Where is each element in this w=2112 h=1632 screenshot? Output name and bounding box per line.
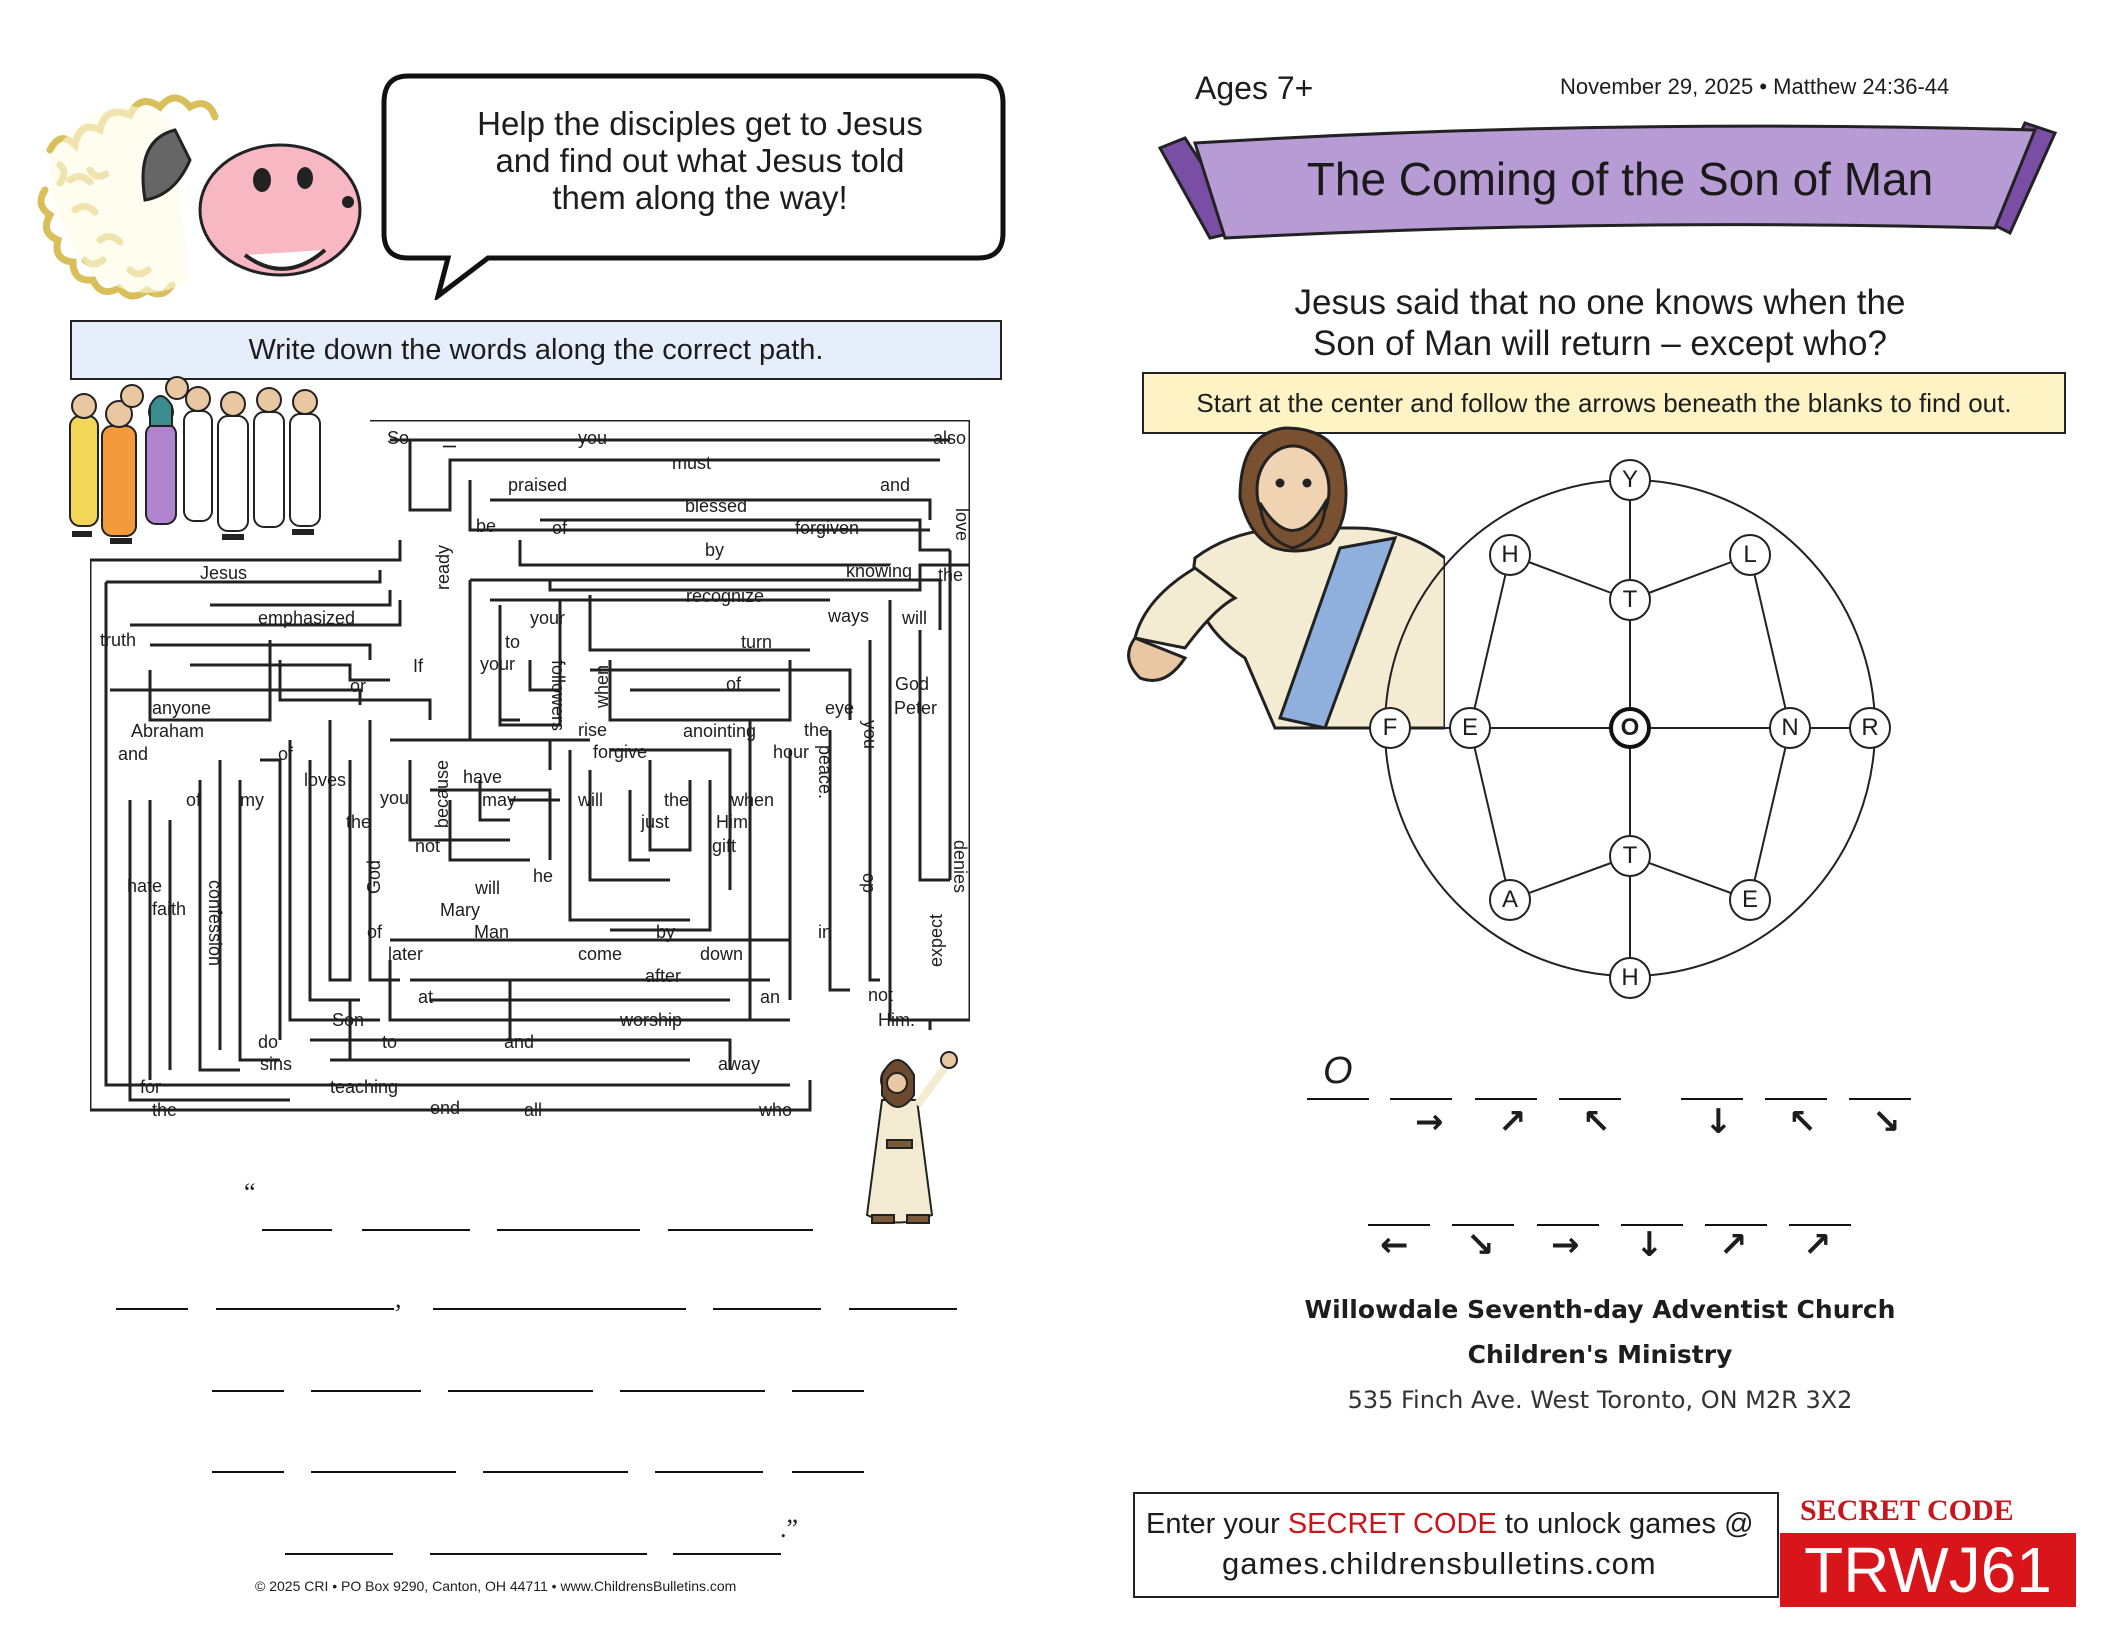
maze-word: ways: [828, 606, 870, 626]
answer-blank[interactable]: [673, 1553, 781, 1555]
answer-blank[interactable]: [212, 1471, 284, 1473]
maze-word: Him: [716, 812, 748, 832]
arrow-up-left-icon: ↖: [1582, 1102, 1611, 1142]
maze-word: just: [641, 812, 670, 832]
maze-word: who: [759, 1100, 793, 1120]
arrow-left-icon: ←: [1380, 1225, 1409, 1265]
maze-word: of: [278, 744, 294, 764]
maze-word: God: [364, 860, 384, 895]
maze-word: have: [463, 767, 503, 787]
secret-code-value: TRWJ61: [1780, 1533, 2076, 1607]
maze-word: and: [880, 475, 911, 495]
maze-word: Peter: [894, 698, 938, 718]
maze-word: confession: [205, 880, 225, 967]
sheep-illustration: [30, 60, 375, 315]
wheel-node-left: F: [1369, 707, 1411, 749]
bubble-line: Help the disciples get to Jesus: [477, 105, 923, 142]
maze-word: the: [346, 812, 372, 832]
church-address: 535 Finch Ave. West Toronto, ON M2R 3X2: [1347, 1386, 1853, 1414]
answer-blank[interactable]: [285, 1553, 393, 1555]
maze-word: must: [672, 453, 712, 473]
wheel-instruction: Start at the center and follow the arrows beneath the blanks to find out.: [1142, 372, 2066, 434]
answer-blank[interactable]: [448, 1390, 593, 1392]
code-blank[interactable]: [1390, 1098, 1452, 1100]
maze-word: my: [240, 790, 264, 810]
arrow-up-right-icon: ↗: [1719, 1225, 1748, 1265]
answer-first-letter: O: [1323, 1050, 1353, 1092]
maze-word: of: [726, 674, 742, 694]
secret-code-prompt: [1146, 1508, 1754, 1541]
wheel-node-upper-right: L: [1729, 534, 1771, 576]
arrow-right-icon: →: [1415, 1102, 1444, 1142]
bubble-text: [440, 105, 960, 216]
open-quote: “: [244, 1178, 256, 1207]
answer-blank[interactable]: [362, 1229, 470, 1231]
secret-code-label: SECRET CODE: [1800, 1494, 2014, 1527]
maze-word: at: [418, 987, 434, 1007]
wheel-node-inner-top: T: [1609, 579, 1651, 621]
maze-word: expect: [926, 914, 946, 968]
question-line: Jesus said that no one knows when the: [1294, 283, 1906, 322]
maze-word: hour: [773, 742, 810, 762]
maze-word: Son: [332, 1010, 365, 1030]
maze-word: So: [387, 428, 410, 448]
maze-word: the: [938, 565, 964, 585]
code-blank[interactable]: [1559, 1098, 1621, 1100]
answer-blank[interactable]: [713, 1308, 821, 1310]
answer-blank[interactable]: [311, 1471, 456, 1473]
wheel-node-right: R: [1849, 707, 1891, 749]
comma: ,: [395, 1284, 402, 1313]
maze-word: faith: [152, 899, 187, 919]
maze-word: turn: [741, 632, 773, 652]
ministry-name: Children's Ministry: [1467, 1340, 1733, 1369]
maze-word: your: [480, 654, 516, 674]
maze-word: you: [860, 720, 880, 750]
answer-blank[interactable]: [433, 1308, 686, 1310]
maze-word: praised: [508, 475, 568, 495]
wheel-node-bottom: H: [1609, 957, 1651, 999]
maze-word: an: [760, 987, 781, 1007]
maze-word: or: [350, 676, 367, 696]
maze-word: blessed: [685, 496, 748, 516]
maze-word: Man: [474, 922, 510, 942]
prompt-suffix: to unlock games @: [1496, 1508, 1754, 1540]
copyright-footer: © 2025 CRI • PO Box 9290, Canton, OH 44711 • www.ChildrensBulletins.com: [255, 1578, 737, 1594]
maze-word: when: [592, 665, 612, 709]
maze-word: for: [140, 1077, 162, 1097]
maze-word: also: [933, 428, 967, 448]
prompt-prefix: Enter your: [1146, 1508, 1288, 1540]
maze-word: do: [857, 873, 877, 894]
maze-instruction: Write down the words along the correct path.: [70, 320, 1002, 380]
arrow-down-right-icon: ↘: [1872, 1102, 1901, 1142]
answer-blank[interactable]: [216, 1308, 394, 1310]
maze-word: ready: [433, 545, 453, 591]
answer-blank[interactable]: [430, 1553, 647, 1555]
maze-word: to: [505, 632, 521, 652]
code-blank[interactable]: [1849, 1098, 1911, 1100]
maze-word: in: [818, 922, 833, 942]
maze-word: because: [432, 760, 452, 829]
answer-blank[interactable]: [792, 1471, 864, 1473]
code-blank[interactable]: [1307, 1098, 1369, 1100]
maze-word: not: [868, 985, 894, 1005]
code-blank[interactable]: [1765, 1098, 1827, 1100]
banner-title: The Coming of the Son of Man: [1306, 153, 1934, 205]
games-url-link[interactable]: games.childrensbulletins.com: [1222, 1546, 1657, 1581]
wheel-node-upper-left: H: [1489, 534, 1531, 576]
arrow-down-icon: ↓: [1704, 1102, 1733, 1142]
arrow-up-right-icon: ↗: [1498, 1102, 1527, 1142]
maze-word: sins: [260, 1054, 293, 1074]
maze-word: all: [524, 1100, 543, 1120]
maze-word: will: [475, 878, 500, 898]
answer-blank[interactable]: [116, 1308, 188, 1310]
maze-word: loves: [304, 770, 347, 790]
bubble-line: them along the way!: [552, 179, 848, 216]
maze-word: the: [804, 720, 830, 740]
maze-word: the: [152, 1100, 178, 1120]
close-quote: .”: [780, 1514, 799, 1543]
maze-word: Him.: [878, 1010, 915, 1030]
answer-blank[interactable]: [655, 1471, 763, 1473]
answer-blank[interactable]: [311, 1390, 421, 1392]
code-blank[interactable]: [1475, 1098, 1537, 1100]
maze-word: If: [413, 656, 424, 676]
maze-word: forgiven: [795, 518, 860, 538]
answer-blank[interactable]: [483, 1471, 628, 1473]
answer-blank[interactable]: [497, 1229, 640, 1231]
answer-blank[interactable]: [262, 1229, 332, 1231]
maze-word: teaching: [330, 1077, 399, 1097]
maze-word: I: [440, 444, 460, 450]
maze-word: gift: [712, 836, 737, 856]
wheel-node-center: O: [1609, 707, 1651, 749]
maze-word: after: [645, 966, 682, 986]
wheel-node-lower-left: A: [1489, 879, 1531, 921]
maze-word: by: [705, 540, 725, 560]
maze-word: you: [578, 428, 608, 448]
maze-word: of: [552, 518, 568, 538]
age-label: Ages 7+: [1195, 70, 1314, 106]
maze-word: do: [258, 1032, 279, 1052]
prompt-highlight: SECRET CODE: [1287, 1508, 1497, 1540]
date-scripture-reference: November 29, 2025 • Matthew 24:36-44: [1560, 74, 1950, 99]
jesus-small-illustration: [852, 1045, 962, 1245]
maze-word: denies: [950, 840, 970, 894]
maze-word: love: [952, 508, 972, 542]
maze-word: anyone: [152, 698, 212, 718]
answer-blank[interactable]: [792, 1390, 864, 1392]
maze-word: rise: [578, 720, 608, 740]
maze-word: you: [380, 788, 410, 808]
maze-word: and: [118, 744, 149, 764]
maze-word: he: [533, 866, 554, 886]
maze-word: will: [578, 790, 603, 810]
maze-word: to: [382, 1032, 398, 1052]
answer-blank[interactable]: [668, 1229, 813, 1231]
maze-word: end: [430, 1098, 461, 1118]
maze-word: of: [186, 790, 202, 810]
maze-word: your: [530, 608, 566, 628]
wheel-node-inner-left: E: [1449, 707, 1491, 749]
maze-word: be: [476, 516, 497, 536]
maze-word: the: [664, 790, 690, 810]
maze-word: by: [656, 922, 676, 942]
answer-blank[interactable]: [212, 1390, 284, 1392]
wheel-node-top: Y: [1609, 459, 1651, 501]
maze-word: later: [388, 944, 424, 964]
maze-word: down: [700, 944, 744, 964]
maze-word: away: [718, 1054, 761, 1074]
maze-word: God: [895, 674, 930, 694]
maze-word: emphasized: [258, 608, 356, 628]
arrow-down-right-icon: ↘: [1466, 1225, 1495, 1265]
maze-word: forgive: [593, 742, 648, 762]
arrow-right-icon: →: [1551, 1225, 1580, 1265]
wheel-node-inner-right: N: [1769, 707, 1811, 749]
code-blank[interactable]: [1681, 1098, 1743, 1100]
arrow-down-icon: ↓: [1635, 1225, 1664, 1265]
maze-word: will: [902, 608, 927, 628]
maze-word: hate: [127, 876, 163, 896]
maze-word: when: [731, 790, 775, 810]
church-name: Willowdale Seventh-day Adventist Church: [1304, 1295, 1896, 1324]
maze-word: not: [415, 836, 441, 856]
arrow-up-left-icon: ↖: [1788, 1102, 1817, 1142]
maze-word: truth: [100, 630, 137, 650]
maze-word: Jesus: [200, 563, 248, 583]
answer-blank[interactable]: [849, 1308, 957, 1310]
maze-word: knowing: [846, 561, 913, 581]
question-line: Son of Man will return – except who?: [1313, 324, 1887, 363]
maze-word: and: [504, 1032, 535, 1052]
wheel-node-inner-bottom: T: [1609, 835, 1651, 877]
maze-word: Abraham: [131, 721, 205, 741]
answer-blank[interactable]: [620, 1390, 765, 1392]
maze-word: eye: [825, 698, 855, 718]
maze-word: may: [482, 790, 517, 810]
maze-word: Mary: [440, 900, 480, 920]
maze-word: followers: [548, 660, 568, 732]
wheel-node-lower-right: E: [1729, 879, 1771, 921]
arrow-up-right-icon: ↗: [1803, 1225, 1832, 1265]
question-text: [1180, 282, 2020, 364]
maze-word: peace.: [815, 745, 835, 800]
maze-word: recognize: [686, 586, 765, 606]
bubble-line: and find out what Jesus told: [495, 142, 905, 179]
maze-word: come: [578, 944, 623, 964]
maze-word: of: [367, 922, 383, 942]
maze-word: worship: [620, 1010, 683, 1030]
maze-word: anointing: [683, 721, 757, 741]
